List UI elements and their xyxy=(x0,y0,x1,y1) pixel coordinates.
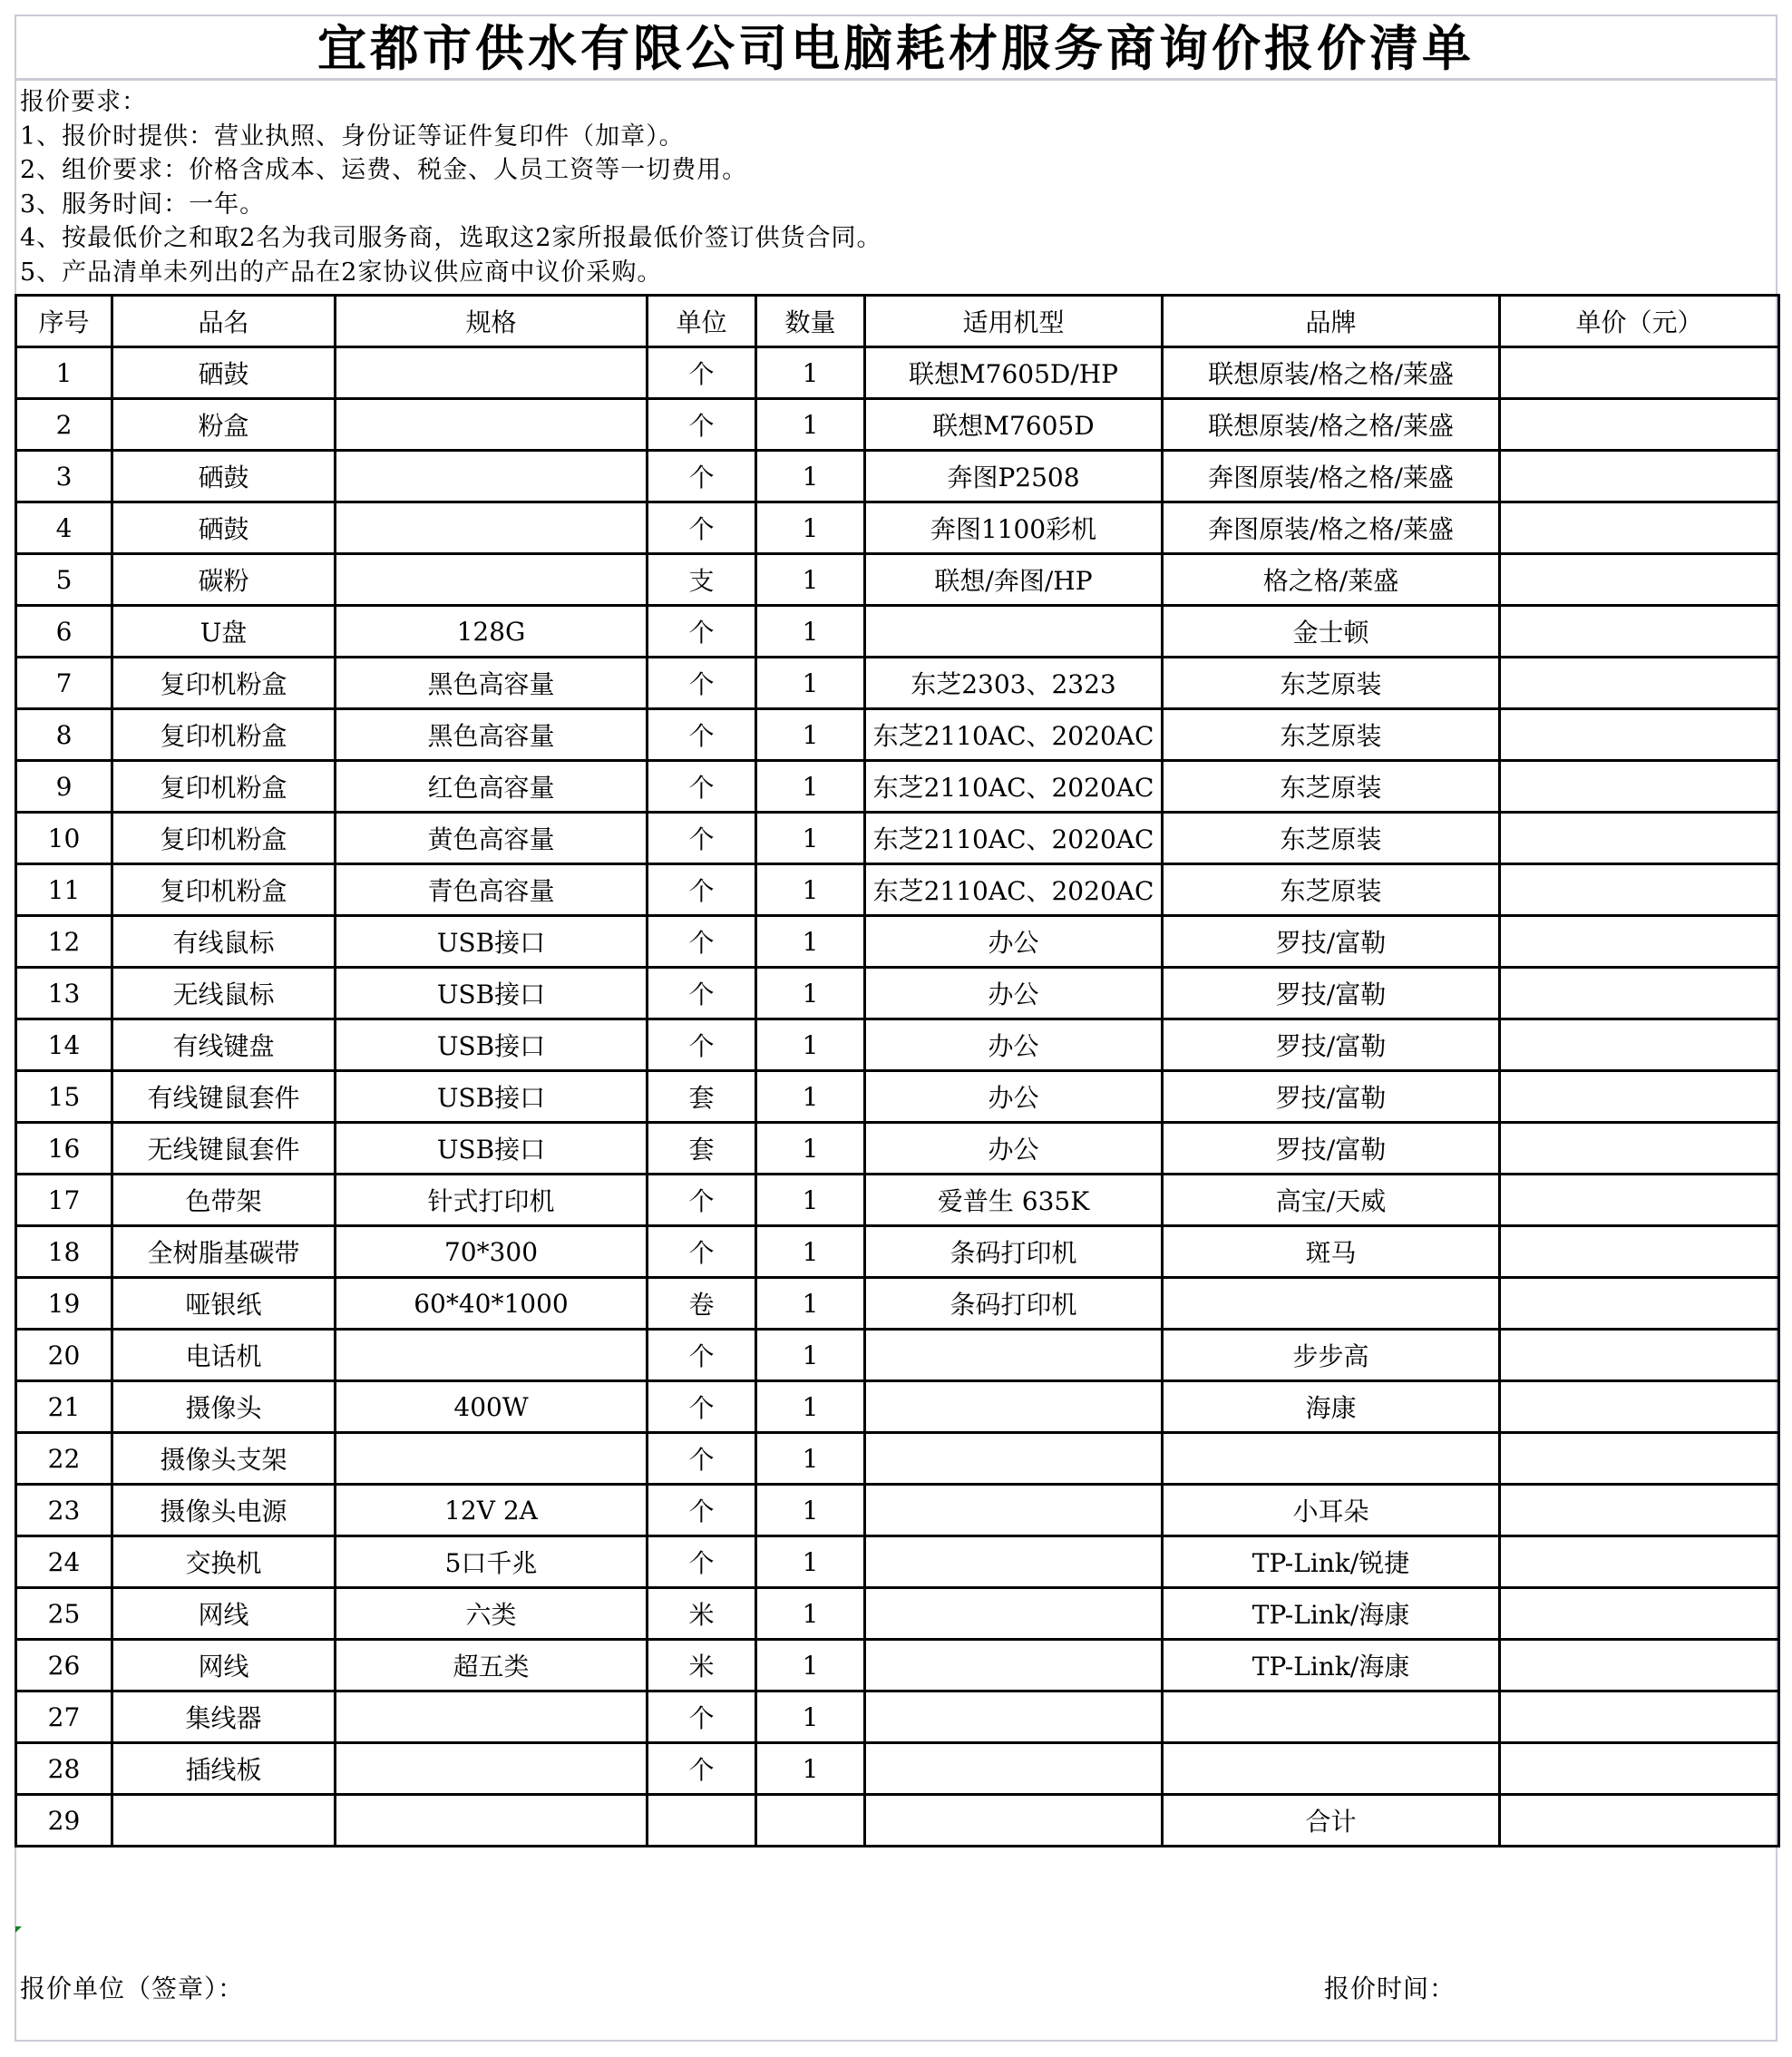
cell-price[interactable] xyxy=(1500,554,1779,606)
cell-qty: 1 xyxy=(756,1019,865,1071)
cell-qty: 1 xyxy=(756,658,865,709)
table-row xyxy=(16,554,1779,606)
cell-model xyxy=(865,1795,1163,1847)
cell-model: 联想M7605D/HP xyxy=(865,347,1163,399)
cell-price[interactable] xyxy=(1500,1019,1779,1071)
header-qty: 数量 xyxy=(756,296,865,347)
cell-price[interactable] xyxy=(1500,916,1779,968)
cell-unit: 个 xyxy=(648,761,756,813)
cell-qty: 1 xyxy=(756,554,865,606)
cell-price[interactable] xyxy=(1500,1536,1779,1588)
header-brand: 品牌 xyxy=(1163,296,1500,347)
cell-brand: TP-Link/海康 xyxy=(1163,1640,1500,1691)
cell-qty: 1 xyxy=(756,1381,865,1433)
cell-name: 复印机粉盒 xyxy=(112,761,336,813)
cell-model xyxy=(865,1381,1163,1433)
cell-qty: 1 xyxy=(756,1640,865,1691)
table-row xyxy=(16,451,1779,502)
cell-model: 东芝2303、2323 xyxy=(865,658,1163,709)
cell-brand: 东芝原装 xyxy=(1163,864,1500,916)
cell-price[interactable] xyxy=(1500,1588,1779,1640)
cell-spec xyxy=(336,554,648,606)
cell-price[interactable] xyxy=(1500,1175,1779,1226)
table-header-row xyxy=(16,296,1779,347)
cell-name: 复印机粉盒 xyxy=(112,813,336,864)
cell-model: 东芝2110AC、2020AC xyxy=(865,709,1163,761)
cell-qty: 1 xyxy=(756,1226,865,1278)
cell-spec: USB接口 xyxy=(336,1123,648,1175)
cell-no: 2 xyxy=(16,399,112,451)
cell-name: 有线鼠标 xyxy=(112,916,336,968)
cell-qty xyxy=(756,1795,865,1847)
cell-unit: 个 xyxy=(648,451,756,502)
cell-unit: 个 xyxy=(648,606,756,658)
cell-qty: 1 xyxy=(756,968,865,1019)
title-cell xyxy=(15,15,1777,81)
cell-model xyxy=(865,1330,1163,1381)
cell-brand: 小耳朵 xyxy=(1163,1485,1500,1536)
cell-no: 19 xyxy=(16,1278,112,1330)
cell-brand xyxy=(1163,1433,1500,1485)
cell-price[interactable] xyxy=(1500,1795,1779,1847)
cell-no: 28 xyxy=(16,1743,112,1795)
cell-name: 哑银纸 xyxy=(112,1278,336,1330)
table-row xyxy=(16,864,1779,916)
cell-spec: 红色高容量 xyxy=(336,761,648,813)
cell-name: 电话机 xyxy=(112,1330,336,1381)
table-row xyxy=(16,1123,1779,1175)
table-body xyxy=(16,347,1779,1847)
cell-no: 17 xyxy=(16,1175,112,1226)
cell-brand: TP-Link/海康 xyxy=(1163,1588,1500,1640)
cell-model: 办公 xyxy=(865,1123,1163,1175)
table-row xyxy=(16,1278,1779,1330)
cell-price[interactable] xyxy=(1500,1330,1779,1381)
requirement-item: 2、组价要求：价格含成本、运费、税金、人员工资等一切费用。 xyxy=(20,156,748,184)
cell-model: 奔图1100彩机 xyxy=(865,502,1163,554)
header-unit: 单位 xyxy=(648,296,756,347)
cell-no: 1 xyxy=(16,347,112,399)
cell-no: 22 xyxy=(16,1433,112,1485)
cell-qty: 1 xyxy=(756,1071,865,1123)
cell-name: 网线 xyxy=(112,1588,336,1640)
table-row xyxy=(16,1691,1779,1743)
cell-spec: 128G xyxy=(336,606,648,658)
cell-qty: 1 xyxy=(756,916,865,968)
table-row xyxy=(16,502,1779,554)
cell-name: 摄像头 xyxy=(112,1381,336,1433)
cell-name: 色带架 xyxy=(112,1175,336,1226)
cell-unit: 个 xyxy=(648,709,756,761)
cell-spec: 六类 xyxy=(336,1588,648,1640)
table-row xyxy=(16,1588,1779,1640)
cell-brand: TP-Link/锐捷 xyxy=(1163,1536,1500,1588)
cell-no: 16 xyxy=(16,1123,112,1175)
cell-spec xyxy=(336,399,648,451)
cell-qty: 1 xyxy=(756,502,865,554)
cell-spec: USB接口 xyxy=(336,1019,648,1071)
table-row xyxy=(16,968,1779,1019)
cell-brand: 罗技/富勒 xyxy=(1163,916,1500,968)
table-row xyxy=(16,1433,1779,1485)
cell-spec: 针式打印机 xyxy=(336,1175,648,1226)
cell-spec xyxy=(336,1433,648,1485)
cell-unit: 个 xyxy=(648,1175,756,1226)
cell-unit: 个 xyxy=(648,1485,756,1536)
quote-table xyxy=(15,294,1780,1847)
cell-price[interactable] xyxy=(1500,864,1779,916)
cell-model: 东芝2110AC、2020AC xyxy=(865,761,1163,813)
cell-brand: 罗技/富勒 xyxy=(1163,1071,1500,1123)
cell-name: 集线器 xyxy=(112,1691,336,1743)
cell-no: 5 xyxy=(16,554,112,606)
cell-unit: 个 xyxy=(648,864,756,916)
cell-unit: 个 xyxy=(648,399,756,451)
cell-name: 全树脂基碳带 xyxy=(112,1226,336,1278)
cell-no: 11 xyxy=(16,864,112,916)
cell-brand: 东芝原装 xyxy=(1163,813,1500,864)
cell-qty: 1 xyxy=(756,1278,865,1330)
cell-brand: 东芝原装 xyxy=(1163,709,1500,761)
table-row xyxy=(16,813,1779,864)
cell-model: 爱普生 635K xyxy=(865,1175,1163,1226)
cell-unit: 个 xyxy=(648,658,756,709)
cell-spec xyxy=(336,347,648,399)
cell-no: 21 xyxy=(16,1381,112,1433)
cell-brand: 东芝原装 xyxy=(1163,658,1500,709)
cell-model: 联想/奔图/HP xyxy=(865,554,1163,606)
cell-model: 办公 xyxy=(865,968,1163,1019)
cell-no: 25 xyxy=(16,1588,112,1640)
cell-no: 29 xyxy=(16,1795,112,1847)
cell-name: 碳粉 xyxy=(112,554,336,606)
cell-qty: 1 xyxy=(756,813,865,864)
table-row xyxy=(16,1019,1779,1071)
cell-unit: 米 xyxy=(648,1588,756,1640)
cell-spec: USB接口 xyxy=(336,1071,648,1123)
cell-spec: USB接口 xyxy=(336,916,648,968)
table-row xyxy=(16,658,1779,709)
cell-price[interactable] xyxy=(1500,1226,1779,1278)
cell-brand: 奔图原装/格之格/莱盛 xyxy=(1163,451,1500,502)
cell-price[interactable] xyxy=(1500,968,1779,1019)
cell-name: 硒鼓 xyxy=(112,502,336,554)
cell-price[interactable] xyxy=(1500,399,1779,451)
cell-model xyxy=(865,1433,1163,1485)
cell-no: 8 xyxy=(16,709,112,761)
requirement-item: 5、产品清单未列出的产品在2家协议供应商中议价采购。 xyxy=(20,258,663,287)
cell-brand: 海康 xyxy=(1163,1381,1500,1433)
table-row xyxy=(16,761,1779,813)
cell-price[interactable] xyxy=(1500,1071,1779,1123)
cell-no: 7 xyxy=(16,658,112,709)
cell-spec: 黄色高容量 xyxy=(336,813,648,864)
cell-unit: 个 xyxy=(648,502,756,554)
cell-model xyxy=(865,1743,1163,1795)
table-row xyxy=(16,1330,1779,1381)
cell-name: 硒鼓 xyxy=(112,347,336,399)
cell-model: 联想M7605D xyxy=(865,399,1163,451)
cell-qty: 1 xyxy=(756,864,865,916)
cell-unit: 个 xyxy=(648,813,756,864)
cell-model: 东芝2110AC、2020AC xyxy=(865,813,1163,864)
cell-no: 10 xyxy=(16,813,112,864)
cell-name: 摄像头支架 xyxy=(112,1433,336,1485)
cell-model: 条码打印机 xyxy=(865,1226,1163,1278)
cell-price[interactable] xyxy=(1500,813,1779,864)
cell-spec xyxy=(336,1691,648,1743)
requirement-item: 1、报价时提供：营业执照、身份证等证件复印件（加章）。 xyxy=(20,122,685,151)
cell-spec: 5口千兆 xyxy=(336,1536,648,1588)
cell-model: 奔图P2508 xyxy=(865,451,1163,502)
cell-brand xyxy=(1163,1278,1500,1330)
cell-spec: USB接口 xyxy=(336,968,648,1019)
header-no: 序号 xyxy=(16,296,112,347)
cell-price[interactable] xyxy=(1500,761,1779,813)
cell-unit: 套 xyxy=(648,1123,756,1175)
table-row xyxy=(16,606,1779,658)
cell-name: 网线 xyxy=(112,1640,336,1691)
cell-brand: 联想原装/格之格/莱盛 xyxy=(1163,399,1500,451)
cell-qty: 1 xyxy=(756,1691,865,1743)
cell-unit: 个 xyxy=(648,1743,756,1795)
cell-brand: 金士顿 xyxy=(1163,606,1500,658)
cell-no: 20 xyxy=(16,1330,112,1381)
requirement-item: 3、服务时间：一年。 xyxy=(20,190,266,219)
cell-brand: 格之格/莱盛 xyxy=(1163,554,1500,606)
cell-name: U盘 xyxy=(112,606,336,658)
header-spec: 规格 xyxy=(336,296,648,347)
cell-unit: 个 xyxy=(648,1536,756,1588)
cell-brand xyxy=(1163,1691,1500,1743)
cell-name xyxy=(112,1795,336,1847)
cell-name: 无线鼠标 xyxy=(112,968,336,1019)
cell-price[interactable] xyxy=(1500,1485,1779,1536)
cell-qty: 1 xyxy=(756,1588,865,1640)
cell-spec: 超五类 xyxy=(336,1640,648,1691)
cell-spec xyxy=(336,451,648,502)
cell-unit: 套 xyxy=(648,1071,756,1123)
cell-spec xyxy=(336,1795,648,1847)
cell-unit: 个 xyxy=(648,916,756,968)
cell-brand: 斑马 xyxy=(1163,1226,1500,1278)
cell-brand xyxy=(1163,1743,1500,1795)
table-row xyxy=(16,1795,1779,1847)
cell-name: 摄像头电源 xyxy=(112,1485,336,1536)
cell-qty: 1 xyxy=(756,451,865,502)
cell-price[interactable] xyxy=(1500,502,1779,554)
cell-price[interactable] xyxy=(1500,1691,1779,1743)
table-row xyxy=(16,1071,1779,1123)
cell-model xyxy=(865,1536,1163,1588)
cell-brand: 罗技/富勒 xyxy=(1163,1019,1500,1071)
cell-spec xyxy=(336,1330,648,1381)
cell-qty: 1 xyxy=(756,347,865,399)
cell-model xyxy=(865,1485,1163,1536)
cell-brand: 高宝/天威 xyxy=(1163,1175,1500,1226)
cell-name: 交换机 xyxy=(112,1536,336,1588)
cell-qty: 1 xyxy=(756,399,865,451)
cell-qty: 1 xyxy=(756,1485,865,1536)
cell-brand: 合计 xyxy=(1163,1795,1500,1847)
cell-spec: 青色高容量 xyxy=(336,864,648,916)
cell-model xyxy=(865,1588,1163,1640)
cell-unit xyxy=(648,1795,756,1847)
header-model: 适用机型 xyxy=(865,296,1163,347)
cell-model: 办公 xyxy=(865,1019,1163,1071)
cell-spec: 400W xyxy=(336,1381,648,1433)
cell-unit: 个 xyxy=(648,1019,756,1071)
cell-price[interactable] xyxy=(1500,1278,1779,1330)
cell-price[interactable] xyxy=(1500,451,1779,502)
cell-qty: 1 xyxy=(756,1175,865,1226)
cell-model: 办公 xyxy=(865,1071,1163,1123)
cell-name: 有线键鼠套件 xyxy=(112,1071,336,1123)
cell-no: 6 xyxy=(16,606,112,658)
cell-qty: 1 xyxy=(756,761,865,813)
requirements-block xyxy=(20,85,1761,289)
cell-no: 13 xyxy=(16,968,112,1019)
cell-unit: 个 xyxy=(648,1691,756,1743)
cell-spec: 70*300 xyxy=(336,1226,648,1278)
cell-no: 9 xyxy=(16,761,112,813)
header-name: 品名 xyxy=(112,296,336,347)
table-row xyxy=(16,916,1779,968)
cell-unit: 个 xyxy=(648,1226,756,1278)
cell-price[interactable] xyxy=(1500,1433,1779,1485)
cell-no: 18 xyxy=(16,1226,112,1278)
cell-model: 办公 xyxy=(865,916,1163,968)
cell-unit: 个 xyxy=(648,347,756,399)
cell-name: 无线键鼠套件 xyxy=(112,1123,336,1175)
cell-no: 4 xyxy=(16,502,112,554)
cell-name: 粉盒 xyxy=(112,399,336,451)
cell-qty: 1 xyxy=(756,1743,865,1795)
cell-qty: 1 xyxy=(756,1433,865,1485)
cell-spec: 黑色高容量 xyxy=(336,709,648,761)
table-row xyxy=(16,1485,1779,1536)
cell-qty: 1 xyxy=(756,606,865,658)
cell-model: 东芝2110AC、2020AC xyxy=(865,864,1163,916)
cell-spec xyxy=(336,1743,648,1795)
cell-brand: 罗技/富勒 xyxy=(1163,1123,1500,1175)
cell-price[interactable] xyxy=(1500,606,1779,658)
table-row xyxy=(16,709,1779,761)
cell-unit: 米 xyxy=(648,1640,756,1691)
cell-price[interactable] xyxy=(1500,1381,1779,1433)
cell-name: 复印机粉盒 xyxy=(112,658,336,709)
cell-no: 12 xyxy=(16,916,112,968)
cell-price[interactable] xyxy=(1500,658,1779,709)
cell-comment-marker-icon xyxy=(15,1926,22,1933)
table-row xyxy=(16,1381,1779,1433)
cell-unit: 个 xyxy=(648,1433,756,1485)
cell-name: 插线板 xyxy=(112,1743,336,1795)
cell-model xyxy=(865,1640,1163,1691)
cell-brand: 东芝原装 xyxy=(1163,761,1500,813)
cell-no: 27 xyxy=(16,1691,112,1743)
cell-no: 15 xyxy=(16,1071,112,1123)
cell-brand: 联想原装/格之格/莱盛 xyxy=(1163,347,1500,399)
table-row xyxy=(16,1226,1779,1278)
requirement-item: 4、按最低价之和取2名为我司服务商，选取这2家所报最低价签订供货合同。 xyxy=(20,224,882,252)
cell-model: 条码打印机 xyxy=(865,1278,1163,1330)
cell-qty: 1 xyxy=(756,1536,865,1588)
cell-model xyxy=(865,1691,1163,1743)
cell-model xyxy=(865,606,1163,658)
requirements-heading: 报价要求： xyxy=(20,88,147,116)
cell-name: 硒鼓 xyxy=(112,451,336,502)
header-price: 单价（元） xyxy=(1500,296,1779,347)
cell-no: 14 xyxy=(16,1019,112,1071)
cell-price[interactable] xyxy=(1500,1640,1779,1691)
cell-no: 26 xyxy=(16,1640,112,1691)
quote-time-label: 报价时间： xyxy=(1324,1974,1456,2003)
cell-price[interactable] xyxy=(1500,347,1779,399)
page-title: 宜都市供水有限公司电脑耗材服务商询价报价清单 xyxy=(317,19,1475,77)
table-row xyxy=(16,1536,1779,1588)
cell-qty: 1 xyxy=(756,1123,865,1175)
cell-spec: 12V 2A xyxy=(336,1485,648,1536)
cell-name: 复印机粉盒 xyxy=(112,864,336,916)
cell-spec: 黑色高容量 xyxy=(336,658,648,709)
cell-qty: 1 xyxy=(756,709,865,761)
cell-no: 24 xyxy=(16,1536,112,1588)
cell-name: 有线键盘 xyxy=(112,1019,336,1071)
table-row xyxy=(16,1743,1779,1795)
cell-brand: 步步高 xyxy=(1163,1330,1500,1381)
table-row xyxy=(16,347,1779,399)
table-row xyxy=(16,1640,1779,1691)
cell-price[interactable] xyxy=(1500,1743,1779,1795)
cell-brand: 奔图原装/格之格/莱盛 xyxy=(1163,502,1500,554)
cell-unit: 卷 xyxy=(648,1278,756,1330)
cell-unit: 个 xyxy=(648,968,756,1019)
cell-no: 23 xyxy=(16,1485,112,1536)
cell-unit: 支 xyxy=(648,554,756,606)
table-row xyxy=(16,1175,1779,1226)
cell-name: 复印机粉盒 xyxy=(112,709,336,761)
cell-price[interactable] xyxy=(1500,709,1779,761)
cell-spec: 60*40*1000 xyxy=(336,1278,648,1330)
table-row xyxy=(16,399,1779,451)
cell-unit: 个 xyxy=(648,1381,756,1433)
signature-label: 报价单位（签章）： xyxy=(20,1974,245,2003)
cell-spec xyxy=(336,502,648,554)
cell-price[interactable] xyxy=(1500,1123,1779,1175)
cell-no: 3 xyxy=(16,451,112,502)
cell-unit: 个 xyxy=(648,1330,756,1381)
cell-qty: 1 xyxy=(756,1330,865,1381)
cell-brand: 罗技/富勒 xyxy=(1163,968,1500,1019)
